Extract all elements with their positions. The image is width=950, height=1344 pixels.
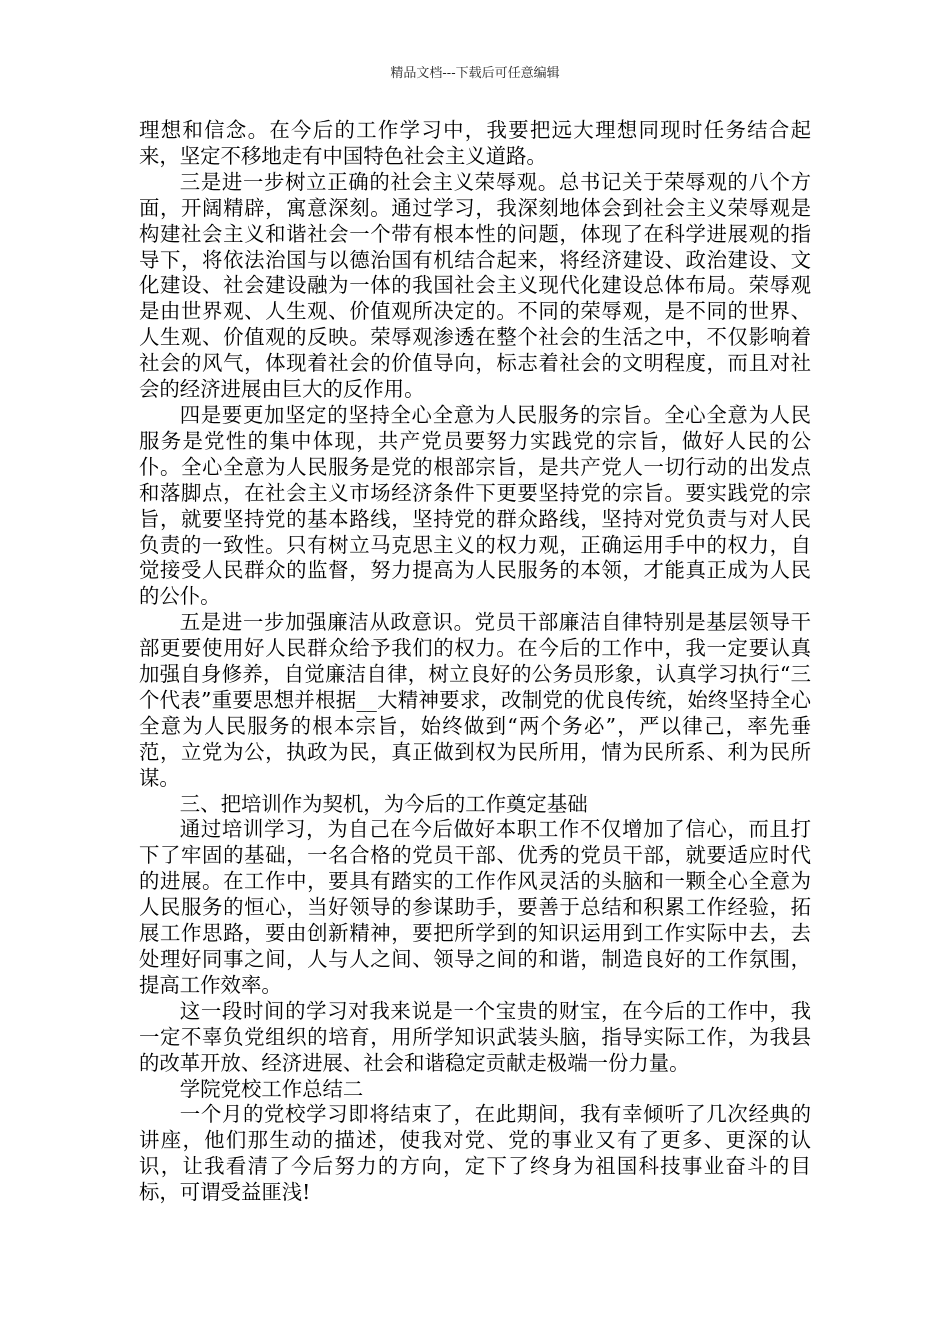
paragraph: 这一段时间的学习对我来说是一个宝贵的财宝，在今后的工作中，我一定不辜负党组织的培育，用所学知识武装头脑，指导实际工作，为我县的改革开放、经济进展、社会和谐稳定贡献走极端一份力量。 [139,998,811,1075]
paragraph: 五是进一步加强廉洁从政意识。党员干部廉洁自律特别是基层领导干部更要使用好人民群众给予我们的权力。在今后的工作中，我一定要认真加强自身修养，自觉廉洁自律，树立良好的公务员形象，认真学习执行“三个代表”重要思想并根据__大精神要求，改制党的优良传统，始终坚持全心全意为人民服务的根本宗旨，始终做到“两个务必”，严以律己，率先垂范，立党为公，执政为民，真正做到权为民所用，情为民所系、利为民所谋。 [139,610,811,790]
paragraph: 通过培训学习，为自己在今后做好本职工作不仅增加了信心，而且打下了牢固的基础，一名合格的党员干部、优秀的党员干部，就要适应时代的进展。在工作中，要具有踏实的工作作风灵活的头脑和一颗全心全意为人民服务的恒心，当好领导的参谋助手，要善于总结和积累工作经验，拓展工作思路，要由创新精神，要把所学到的知识运用到工作实际中去，去处理好同事之间，人与人之间、领导之间的和谐，制造良好的工作氛围，提高工作效率。 [139,817,811,997]
section-heading: 三、把培训作为契机，为今后的工作奠定基础 [179,791,588,816]
section-title: 学院党校工作总结二 [179,1076,364,1101]
paragraph: 三是进一步树立正确的社会主义荣辱观。总书记关于荣辱观的八个方面，开阔精辟，寓意深刻。通过学习，我深刻地体会到社会主义荣辱观是构建社会主义和谐社会一个带有根本性的问题，体现了在科学进展观的指导下，将依法治国与以德治国有机结合起来，将经济建设、政治建设、文化建设、社会建设融为一体的我国社会主义现代化建设总体布局。荣辱观是由世界观、人生观、价值观所决定的。不同的荣辱观，是不同的世界、人生观、价值观的反映。荣辱观渗透在整个社会的生活之中，不仅影响着社会的风气，体现着社会的价值导向，标志着社会的文明程度，而且对社会的经济进展由巨大的反作用。 [139,169,811,402]
paragraph: 四是要更加坚定的坚持全心全意为人民服务的宗旨。全心全意为人民服务是党性的集中体现，共产党员要努力实践党的宗旨，做好人民的公仆。全心全意为人民服务是党的根部宗旨，是共产党人一切行动的出发点和落脚点，在社会主义市场经济条件下更要坚持党的宗旨。要实践党的宗旨，就要坚持党的基本路线，坚持党的群众路线，坚持对党负责与对人民负责的一致性。只有树立马克思主义的权力观，正确运用手中的权力，自觉接受人民群众的监督，努力提高为人民服务的本领，才能真正成为人民的公仆。 [139,402,811,609]
paragraph: 一个月的党校学习即将结束了，在此期间，我有幸倾听了几次经典的讲座，他们那生动的描述，使我对党、党的事业又有了更多、更深的认识，让我看清了今后努力的方向，定下了终身为祖国科技事业奋斗的目标，可谓受益匪浅! [139,1102,811,1205]
document-body [139,118,811,1206]
page-header: 精品文档---下载后可任意编辑 [390,66,560,81]
paragraph: 理想和信念。在今后的工作学习中，我要把远大理想同现时任务结合起来，坚定不移地走有中国特色社会主义道路。 [139,118,811,168]
